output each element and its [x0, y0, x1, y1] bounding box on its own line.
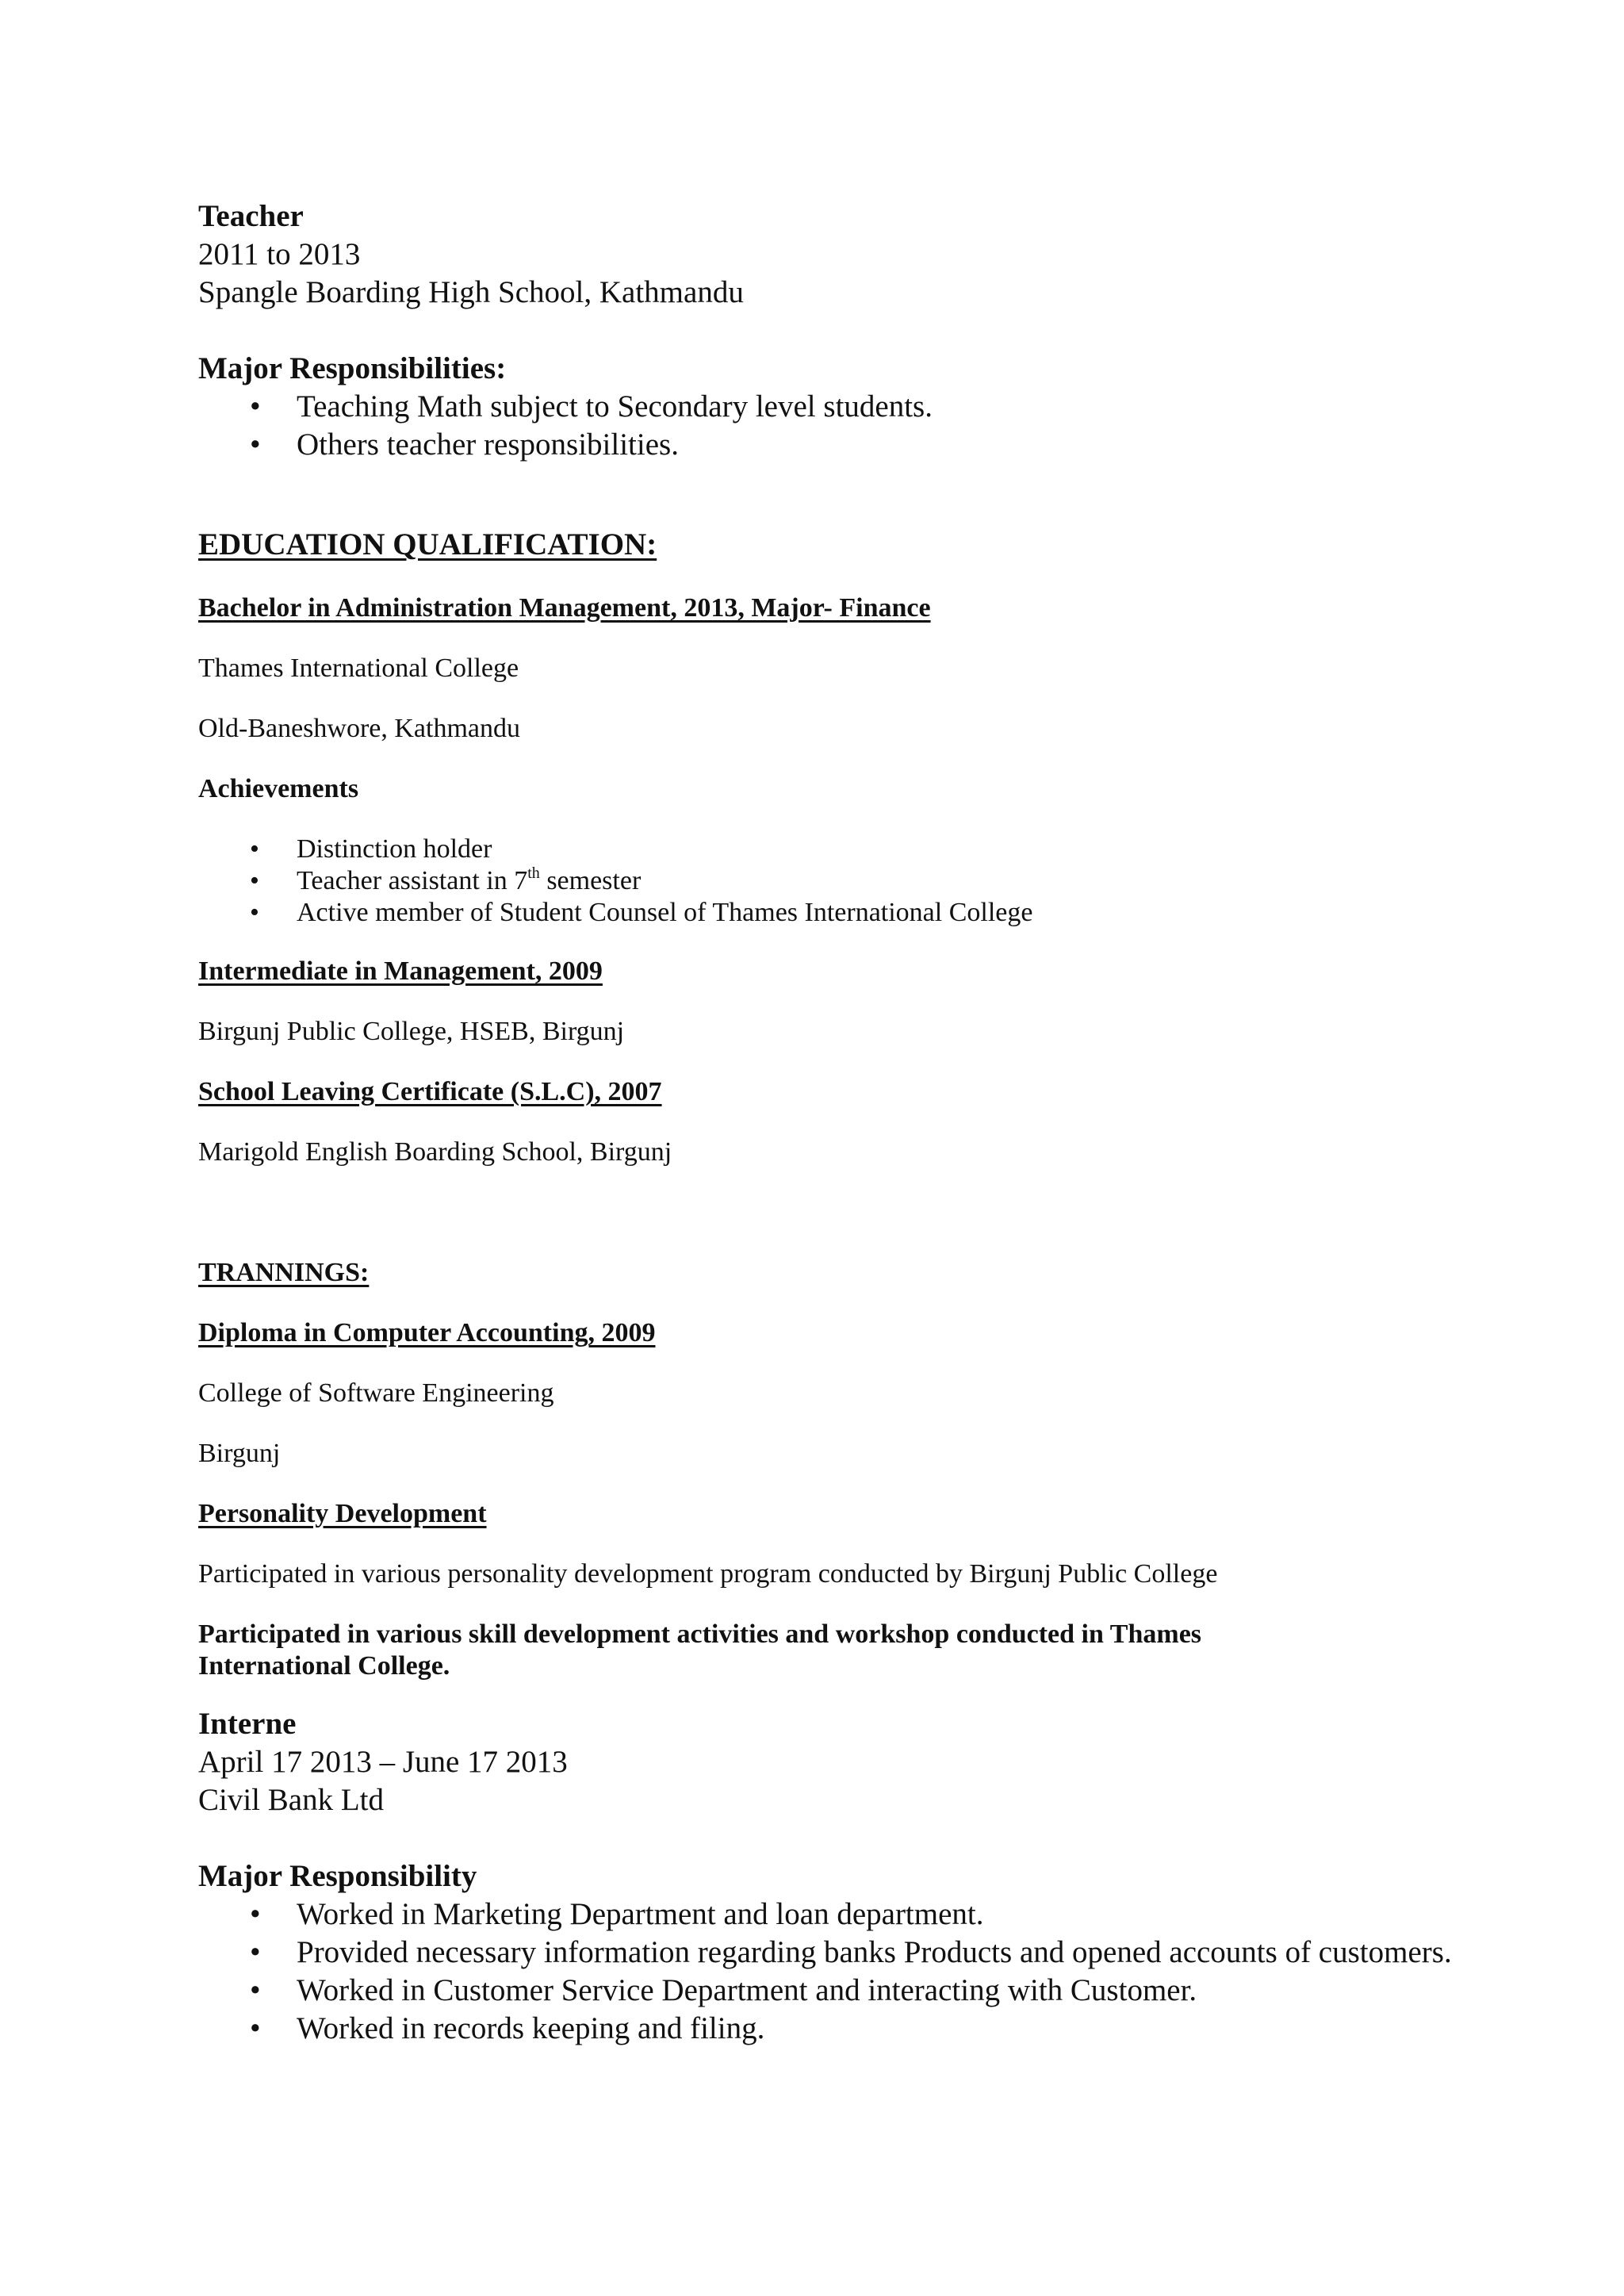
ordinal-suffix: th [527, 864, 540, 882]
intern-resp-list [198, 1895, 1465, 2048]
personality-title: Personality Development [198, 1499, 487, 1528]
list-item: • Others teacher responsibilities. [198, 426, 1465, 464]
list-item: • Worked in records keeping and filing. [198, 2010, 1465, 2048]
slc-school: Marigold English Boarding School, Birgunj [198, 1137, 672, 1167]
bachelor-location: Old-Baneshwore, Kathmandu [198, 714, 521, 743]
intern-org: Civil Bank Ltd [198, 1783, 384, 1817]
list-item: • Provided necessary information regarding banks Products and opened accounts of customers. [198, 1934, 1465, 1972]
diploma-location: Birgunj [198, 1439, 281, 1468]
achievement-text: Teacher assistant in 7 [297, 866, 528, 895]
list-item [198, 865, 1465, 897]
achievement-text: semester [539, 866, 642, 895]
teacher-period: 2011 to 2013 [198, 237, 361, 271]
teacher-responsibilities [198, 350, 1465, 464]
diploma-college: College of Software Engineering [198, 1378, 554, 1408]
education-heading: EDUCATION QUALIFICATION: [198, 527, 657, 562]
list-item: • Active member of Student Counsel of Thames International College [198, 897, 1465, 929]
list-item: • Worked in Marketing Department and loan department. [198, 1895, 1465, 1934]
teacher-resp-list [198, 388, 1465, 464]
achievements-heading: Achievements [198, 774, 359, 803]
diploma-title: Diploma in Computer Accounting, 2009 [198, 1318, 656, 1347]
personality-text: Participated in various personality development program conducted by Birgunj Public College [198, 1559, 1218, 1589]
teacher-title: Teacher [198, 199, 304, 233]
list-item: • Distinction holder [198, 834, 1465, 865]
intern-section [198, 1705, 1465, 1819]
skill-line: Participated in various skill development activities and workshop conducted in Thames [198, 1619, 1202, 1649]
intern-resp-heading: Major Responsibility [198, 1859, 477, 1893]
skill-line: International College. [198, 1651, 450, 1681]
intern-responsibilities [198, 1857, 1465, 2048]
slc-title: School Leaving Certificate (S.L.C), 2007 [198, 1077, 662, 1106]
skill-development-text [198, 1619, 1465, 1682]
bachelor-title: Bachelor in Administration Management, 2013, Major- Finance [198, 593, 931, 623]
bachelor-college: Thames International College [198, 654, 519, 683]
intern-title: Interne [198, 1707, 297, 1741]
intern-period: April 17 2013 – June 17 2013 [198, 1745, 568, 1779]
achievements-list [198, 834, 1465, 929]
list-item: • Teaching Math subject to Secondary level students. [198, 388, 1465, 426]
intermediate-title: Intermediate in Management, 2009 [198, 956, 603, 986]
teacher-resp-heading: Major Responsibilities: [198, 351, 507, 385]
trainings-heading: TRANNINGS: [198, 1258, 370, 1287]
achievements-list-wrap [198, 834, 1465, 929]
teacher-section [198, 197, 1465, 312]
list-item: • Worked in Customer Service Department and interacting with Customer. [198, 1972, 1465, 2010]
intermediate-college: Birgunj Public College, HSEB, Birgunj [198, 1017, 625, 1046]
teacher-org: Spangle Boarding High School, Kathmandu [198, 275, 744, 309]
